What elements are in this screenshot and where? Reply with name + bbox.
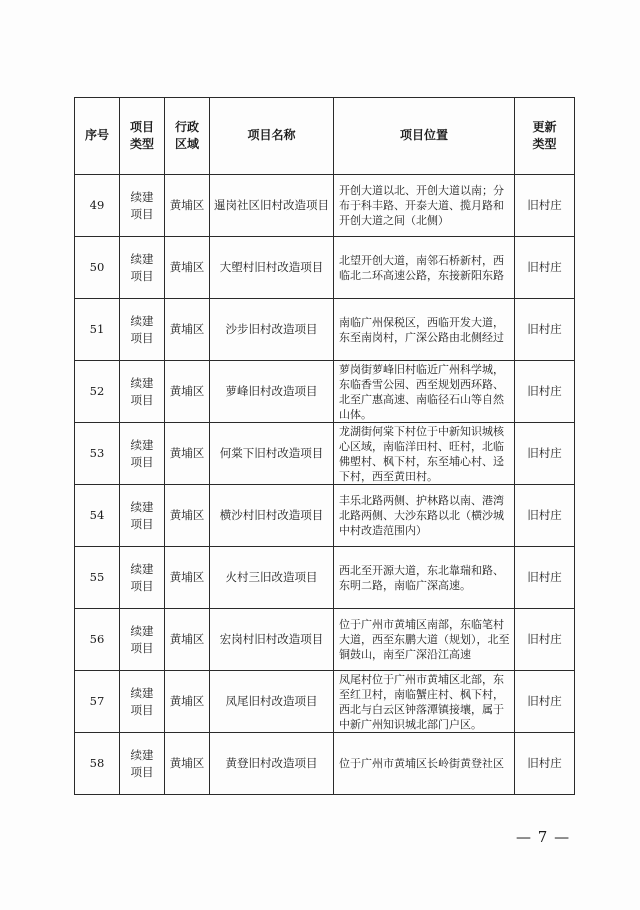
header-project-name: 项目名称 [210,98,334,175]
cell-index: 53 [75,423,120,485]
cell-index: 57 [75,671,120,733]
table-row [75,299,575,361]
cell-index: 58 [75,733,120,795]
cell-renewal-type: 旧村庄 [515,175,575,237]
cell-project-name: 凤尾旧村改造项目 [210,671,334,733]
cell-district: 黄埔区 [165,361,210,423]
header-location: 项目位置 [334,98,515,175]
cell-index: 49 [75,175,120,237]
cell-renewal-type: 旧村庄 [515,237,575,299]
cell-project-type: 续建项目 [120,547,165,609]
cell-renewal-type: 旧村庄 [515,485,575,547]
table-row [75,237,575,299]
cell-project-type: 续建项目 [120,485,165,547]
cell-project-name: 萝峰旧村改造项目 [210,361,334,423]
cell-location: 丰乐北路两侧、护林路以南、港湾北路两侧、大沙东路以北（横沙城中村改造范围内） [334,485,515,547]
header-renewal-type: 更新类型 [515,98,575,175]
cell-district: 黄埔区 [165,299,210,361]
cell-project-name: 火村三旧改造项目 [210,547,334,609]
cell-location: 北望开创大道，南邻石桥新村，西临北二环高速公路，东接新阳东路 [334,237,515,299]
cell-index: 54 [75,485,120,547]
table-row [75,547,575,609]
header-index: 序号 [75,98,120,175]
cell-project-type: 续建项目 [120,609,165,671]
page-number: — 7 — [516,828,571,846]
cell-location: 凤尾村位于广州市黄埔区北部，东至红卫村，南临蟹庄村、枫下村，西北与白云区钟落潭镇接壤，属于中新广州知识城北部门户区。 [334,671,515,733]
table-header-row [75,98,575,175]
cell-project-type: 续建项目 [120,361,165,423]
cell-index: 56 [75,609,120,671]
cell-district: 黄埔区 [165,485,210,547]
cell-project-name: 横沙村旧村改造项目 [210,485,334,547]
cell-project-name: 暹岗社区旧村改造项目 [210,175,334,237]
cell-district: 黄埔区 [165,175,210,237]
cell-project-name: 沙步旧村改造项目 [210,299,334,361]
cell-location: 位于广州市黄埔区长岭街黄登社区 [334,733,515,795]
cell-location: 龙湖街何棠下村位于中新知识城核心区域，南临洋田村、旺村，北临佛塱村、枫下村，东至埔心村、迳下村，西至黄田村。 [334,423,515,485]
header-district: 行政区域 [165,98,210,175]
cell-location: 萝岗街萝峰旧村临近广州科学城，东临香雪公园、西至规划西环路、北至广惠高速、南临径石山等自然山体。 [334,361,515,423]
cell-project-type: 续建项目 [120,299,165,361]
cell-renewal-type: 旧村庄 [515,671,575,733]
cell-renewal-type: 旧村庄 [515,733,575,795]
cell-district: 黄埔区 [165,609,210,671]
cell-district: 黄埔区 [165,423,210,485]
cell-index: 52 [75,361,120,423]
cell-renewal-type: 旧村庄 [515,423,575,485]
cell-district: 黄埔区 [165,671,210,733]
cell-project-type: 续建项目 [120,671,165,733]
cell-location: 南临广州保税区，西临开发大道，东至南岗村，广深公路由北侧经过 [334,299,515,361]
table-row [75,671,575,733]
table-row [75,175,575,237]
cell-renewal-type: 旧村庄 [515,609,575,671]
cell-index: 50 [75,237,120,299]
cell-district: 黄埔区 [165,547,210,609]
cell-location: 开创大道以北、开创大道以南；分布于科丰路、开泰大道、揽月路和开创大道之间（北侧） [334,175,515,237]
table-row [75,733,575,795]
cell-project-name: 黄登旧村改造项目 [210,733,334,795]
cell-district: 黄埔区 [165,733,210,795]
cell-project-type: 续建项目 [120,175,165,237]
cell-project-name: 何棠下旧村改造项目 [210,423,334,485]
table-row [75,423,575,485]
cell-index: 51 [75,299,120,361]
cell-project-name: 大塱村旧村改造项目 [210,237,334,299]
project-table [74,97,575,795]
cell-project-type: 续建项目 [120,733,165,795]
table-row [75,361,575,423]
cell-renewal-type: 旧村庄 [515,547,575,609]
cell-renewal-type: 旧村庄 [515,361,575,423]
cell-project-name: 宏岗村旧村改造项目 [210,609,334,671]
cell-renewal-type: 旧村庄 [515,299,575,361]
cell-project-type: 续建项目 [120,237,165,299]
cell-district: 黄埔区 [165,237,210,299]
header-project-type: 项目类型 [120,98,165,175]
table-row [75,609,575,671]
table-row [75,485,575,547]
cell-project-type: 续建项目 [120,423,165,485]
cell-index: 55 [75,547,120,609]
cell-location: 西北至开源大道，东北靠瑞和路、东明二路，南临广深高速。 [334,547,515,609]
cell-location: 位于广州市黄埔区南部，东临笔村大道，西至东鹏大道（规划），北至铜鼓山，南至广深沿江高速 [334,609,515,671]
